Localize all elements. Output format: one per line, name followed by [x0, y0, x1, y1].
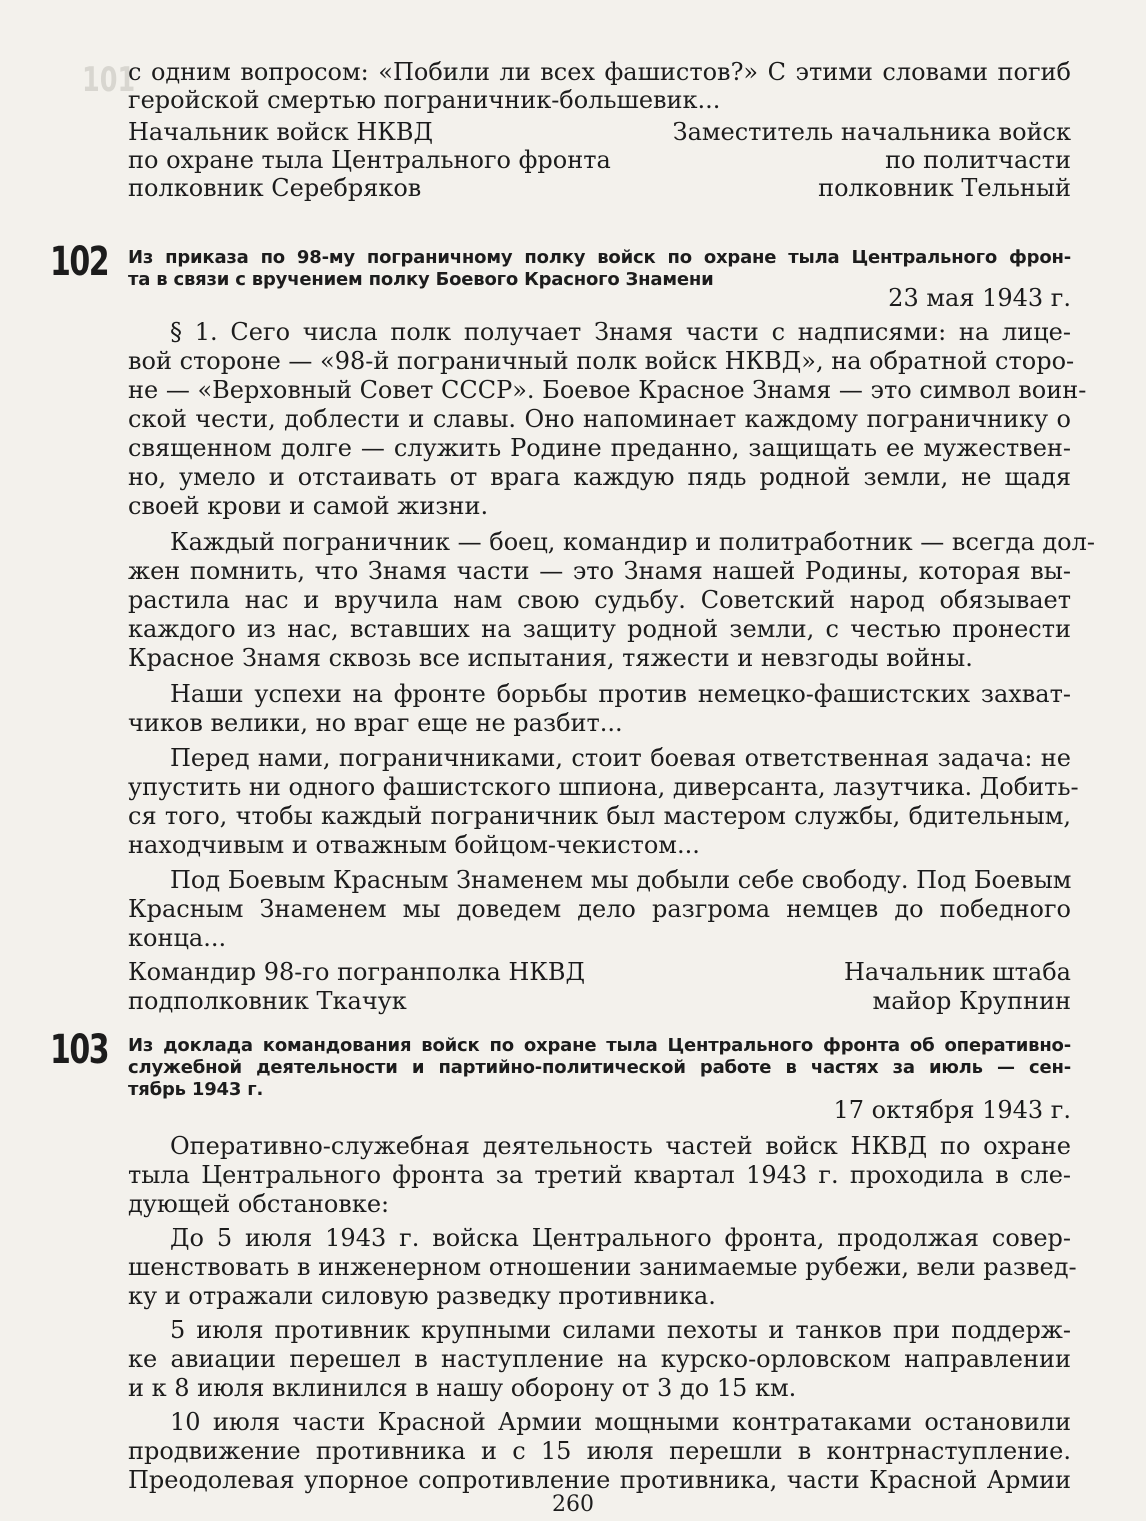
- signature-left: по охране тыла Центрального фронта: [128, 146, 611, 174]
- paragraph-line: но, умело и отстаивать от врага каждую пядь родной земли, не щадя: [128, 463, 1071, 491]
- paragraph-line: продвижение противника и с 15 июля перешли в контрнаступление.: [128, 1437, 1071, 1465]
- paragraph-line: Красное Знамя сквозь все испытания, тяжести и невзгоды войны.: [128, 644, 973, 672]
- signature-left: подполковник Ткачук: [128, 987, 407, 1015]
- paragraph-line: находчивым и отважным бойцом-чекистом...: [128, 831, 700, 859]
- paragraph-line: 10 июля части Красной Армии мощными контратаками остановили: [170, 1408, 1071, 1436]
- paragraph-line: и к 8 июля вклинился в нашу оборону от 3 до 15 км.: [128, 1374, 797, 1402]
- paragraph-line: вой стороне — «98-й пограничный полк войск НКВД», на обратной сторо-: [128, 347, 1075, 375]
- document-heading: служебной деятельности и партийно-политической работе в частях за июль — сен-: [128, 1057, 1071, 1078]
- signature-right: майор Крупнин: [872, 987, 1071, 1015]
- signature-right: по политчасти: [885, 146, 1071, 174]
- document-date: 23 мая 1943 г.: [888, 284, 1071, 312]
- intro-line: с одним вопросом: «Побили ли всех фашистов?» С этими словами погиб: [128, 58, 1071, 86]
- paragraph-line: каждого из нас, вставших на защиту родной земли, с честью пронести: [128, 615, 1071, 643]
- signature-right: Заместитель начальника войск: [672, 118, 1071, 146]
- paragraph-line: священном долге — служить Родине преданно, защищать ее мужествен-: [128, 434, 1071, 462]
- paragraph-line: ся того, чтобы каждый пограничник был мастером службы, бдительным,: [128, 802, 1071, 830]
- paragraph-line: ке авиации перешел в наступление на курско-орловском направлении: [128, 1345, 1071, 1373]
- bleed-through-number: 101: [82, 60, 136, 100]
- document-date: 17 октября 1943 г.: [833, 1096, 1071, 1124]
- paragraph-line: До 5 июля 1943 г. войска Центрального фронта, продолжая совер-: [170, 1224, 1071, 1252]
- paragraph-line: Красным Знаменем мы доведем дело разгрома немцев до победного: [128, 895, 1071, 923]
- signature-row: [128, 118, 1071, 146]
- paragraph-line: конца...: [128, 924, 227, 952]
- document-heading: Из приказа по 98-му пограничному полку войск по охране тыла Центрального фрон-: [128, 247, 1071, 268]
- document-heading: та в связи с вручением полку Боевого Красного Знамени: [128, 269, 714, 290]
- signature-right: Начальник штаба: [843, 958, 1071, 986]
- paragraph-line: жен помнить, что Знамя части — это Знамя нашей Родины, которая вы-: [128, 557, 1071, 585]
- signature-row: [128, 146, 1071, 174]
- paragraph-line: ку и отражали силовую разведку противника.: [128, 1282, 716, 1310]
- document-heading: Из доклада командования войск по охране тыла Центрального фронта об оперативно-: [128, 1035, 1071, 1056]
- paragraph-line: Перед нами, пограничниками, стоит боевая ответственная задача: не: [170, 744, 1071, 772]
- signature-row: [128, 958, 1071, 986]
- paragraph-line: ской чести, доблести и славы. Оно напоминает каждому пограничнику о: [128, 405, 1071, 433]
- paragraph-line: шенствовать в инженерном отношении занимаемые рубежи, вели развед-: [128, 1253, 1077, 1281]
- paragraph-line: Каждый пограничник — боец, командир и политработник — всегда дол-: [170, 528, 1095, 556]
- signature-left: полковник Серебряков: [128, 174, 422, 202]
- paragraph-line: упустить ни одного фашистского шпиона, диверсанта, лазутчика. Добить-: [128, 773, 1079, 801]
- signature-row: [128, 174, 1071, 202]
- document-number: 103: [50, 1027, 109, 1073]
- paragraph-line: дующей обстановке:: [128, 1190, 390, 1218]
- paragraph-line: растила нас и вручила нам свою судьбу. Советский народ обязывает: [128, 586, 1071, 614]
- paragraph-line: Преодолевая упорное сопротивление противника, части Красной Армии: [128, 1466, 1071, 1494]
- signature-left: Начальник войск НКВД: [128, 118, 434, 146]
- page-number: 260: [552, 1492, 594, 1517]
- paragraph-line: Наши успехи на фронте борьбы против немецко-фашистских захват-: [170, 680, 1071, 708]
- paragraph-line: Оперативно-служебная деятельность частей войск НКВД по охране: [170, 1132, 1071, 1160]
- paragraph-line: своей крови и самой жизни.: [128, 492, 489, 520]
- document-number: 102: [50, 239, 109, 285]
- document-heading: тябрь 1943 г.: [128, 1079, 264, 1100]
- signature-row: [128, 987, 1071, 1015]
- paragraph-line: § 1. Сего числа полк получает Знамя части с надписями: на лице-: [170, 318, 1071, 346]
- paragraph-line: чиков велики, но враг еще не разбит...: [128, 709, 623, 737]
- signature-left: Командир 98-го погранполка НКВД: [128, 958, 586, 986]
- signature-right: полковник Тельный: [818, 174, 1071, 202]
- paragraph-line: Под Боевым Красным Знаменем мы добыли себе свободу. Под Боевым: [170, 866, 1072, 894]
- paragraph-line: тыла Центрального фронта за третий квартал 1943 г. проходила в сле-: [128, 1161, 1071, 1189]
- paragraph-line: 5 июля противник крупными силами пехоты и танков при поддерж-: [170, 1316, 1071, 1344]
- intro-line: геройской смертью пограничник-большевик...: [128, 86, 721, 114]
- paragraph-line: не — «Верховный Совет СССР». Боевое Красное Знамя — это символ воин-: [128, 376, 1087, 404]
